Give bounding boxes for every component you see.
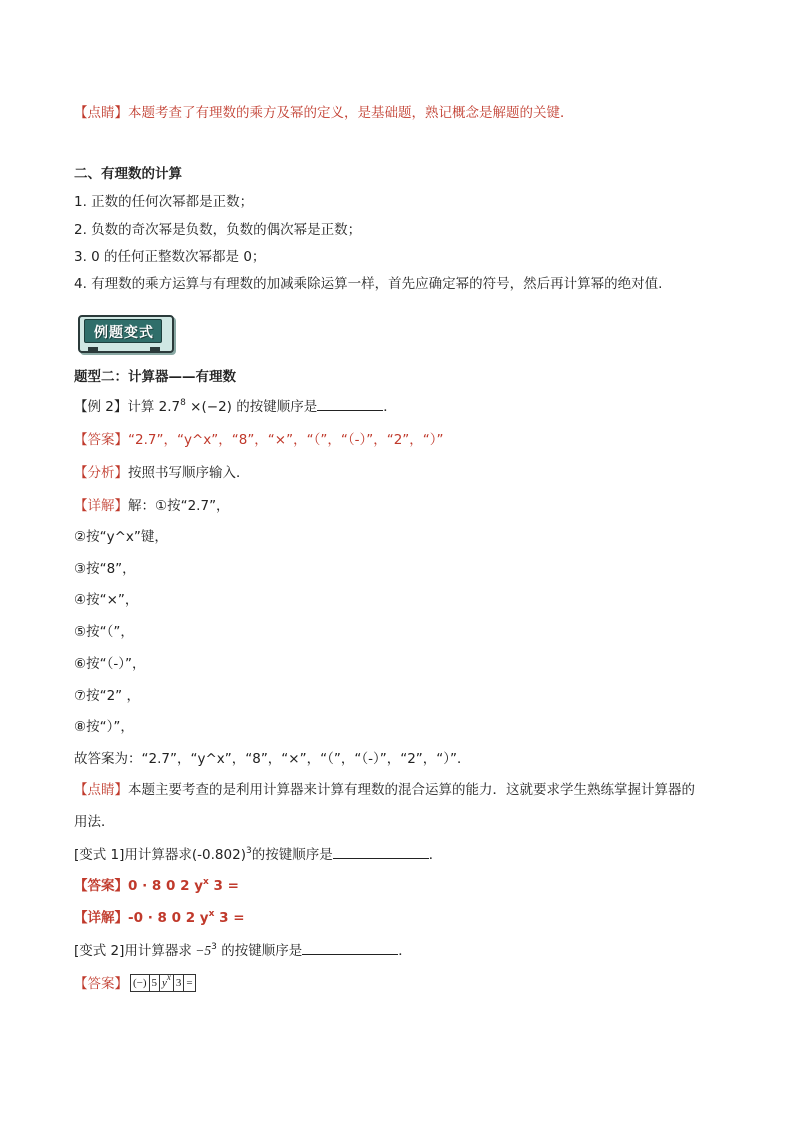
- tip-2: 【点睛】本题主要考查的是利用计算器来计算有理数的混合运算的能力．这就要求学生熟练掌握计算器的: [74, 782, 695, 798]
- equals-key: =: [184, 974, 195, 992]
- step-item: ⑥按“（-）”，: [74, 656, 146, 672]
- digit-key: 3: [174, 974, 185, 992]
- answer-blank: [302, 940, 398, 955]
- tip-2-cont: 用法．: [74, 814, 115, 830]
- step-item: ⑧按“）”，: [74, 719, 134, 735]
- detail-2: 【详解】解：①按“2.7”，: [74, 498, 230, 514]
- step-item: ③按“8”，: [74, 561, 136, 577]
- example-banner: [74, 311, 174, 353]
- negative-key: (−): [130, 974, 150, 992]
- step-item: ④按“×”，: [74, 592, 139, 608]
- example-label: 【例 2】: [74, 399, 128, 415]
- example-2: 【例 2】计算 $2.7^8 \times(-2)$ 的按键顺序是 ．: [74, 397, 397, 415]
- variant-1: [变式 1]用计算器求$(-0.802)^3$的按键顺序是 ．: [74, 845, 443, 863]
- rule-item: 2. 负数的奇次幂是负数，负数的偶次幂是正数；: [74, 222, 362, 238]
- step-item: ②按“y^x”键，: [74, 529, 168, 545]
- tip-label: 【点睛】: [74, 105, 128, 121]
- step-item: ⑤按“（”，: [74, 624, 134, 640]
- answer-2: 【答案】“2.7”，“y^x”，“8”，“×”，“（”，“（-）”，“2”，“）”: [74, 432, 444, 448]
- step-item: ⑦按“2” ，: [74, 688, 140, 704]
- answer-blank: [333, 844, 429, 859]
- answer-v1: 【答案】0 · 8 0 2 $y^x$ 3 =: [74, 876, 239, 894]
- conclusion: 故答案为：“2.7”，“y^x”，“8”，“×”，“（”，“（-）”，“2”，“）”．: [74, 751, 471, 767]
- banner-text: 例题变式: [94, 325, 154, 341]
- rule-item: 3. 0 的任何正整数次幂都是 0；: [74, 249, 266, 265]
- answer-blank: [317, 396, 383, 411]
- variant-2: [变式 2]用计算器求 $-5^3$ 的按键顺序是 ．: [74, 941, 412, 959]
- rule-item: 1. 正数的任何次幂都是正数；: [74, 194, 254, 210]
- detail-v1: 【详解】-0 · 8 0 2 $y^x$ 3 =: [74, 908, 245, 926]
- calculator-key-sequence: [130, 974, 196, 992]
- section-title: 二、有理数的计算: [74, 166, 182, 182]
- power-key: $y^x$: [160, 974, 174, 992]
- tip-text: 本题考查了有理数的乘方及幂的定义，是基础题，熟记概念是解题的关键．: [128, 105, 574, 121]
- tip-1: [74, 103, 574, 123]
- digit-key: 5: [150, 974, 161, 992]
- rule-item: 4. 有理数的乘方运算与有理数的加减乘除运算一样，首先应确定幂的符号，然后再计算幂的绝对值.: [74, 276, 663, 292]
- analysis-2: 【分析】按照书写顺序输入．: [74, 465, 250, 481]
- answer-v2-label: 【答案】: [74, 976, 128, 992]
- type-title: 题型二：计算器——有理数: [74, 369, 236, 385]
